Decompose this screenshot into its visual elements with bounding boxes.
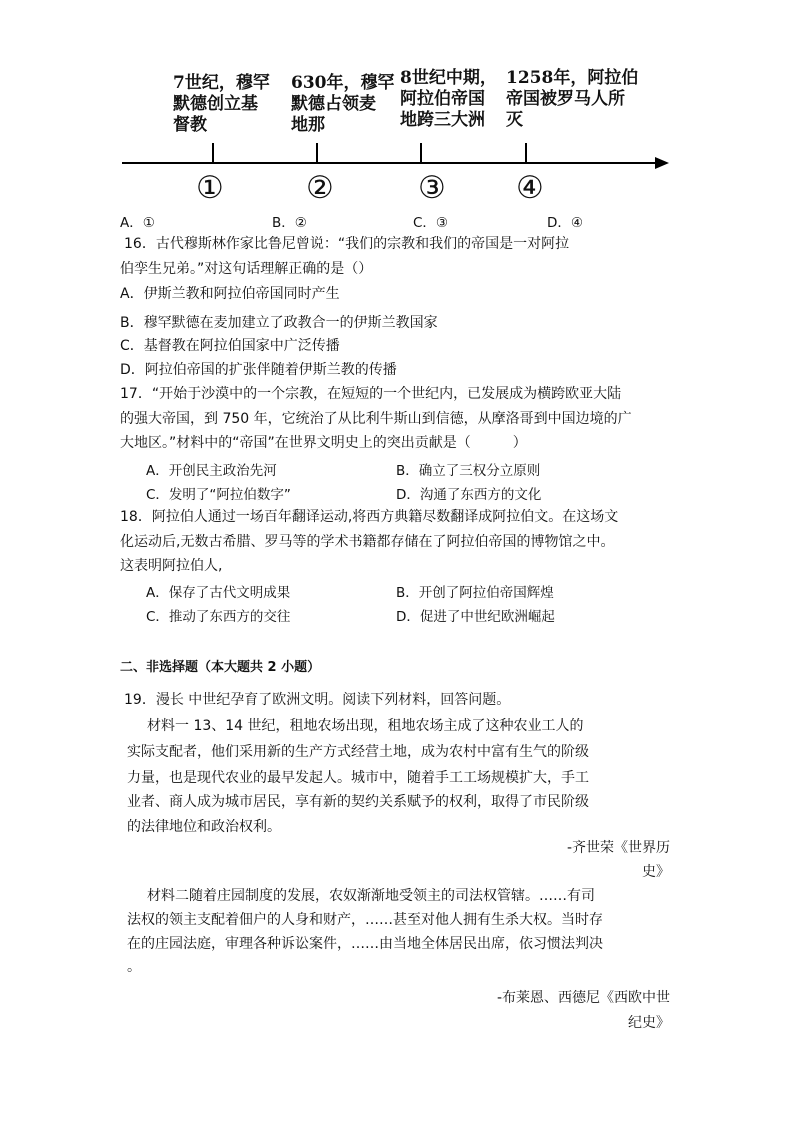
option-d[interactable]: D．④ [547, 215, 583, 231]
timeline-event-label: 630年，穆罕 默德占领麦 地那 [291, 73, 395, 135]
material-line: 。 [127, 959, 141, 975]
material-line: 实际支配者，他们采用新的生产方式经营土地，成为农村中富有生气的阶级 [127, 744, 589, 760]
timeline-event-label: 7世纪，穆罕 默德创立基 督教 [173, 73, 270, 135]
timeline-axis [0, 0, 793, 210]
material-source: 史》 [642, 864, 670, 880]
q17-option-c[interactable]: C．发明了“阿拉伯数字” [146, 487, 291, 503]
material-source: -布莱恩、西德尼《西欧中世 [496, 990, 670, 1006]
option-b[interactable]: B．② [272, 215, 307, 231]
q16-stem: 16．古代穆斯林作家比鲁尼曾说：“我们的宗教和我们的帝国是一对阿拉 [124, 236, 570, 252]
q17-option-a[interactable]: A．开创民主政治先河 [146, 463, 277, 479]
option-c[interactable]: C．③ [413, 215, 449, 231]
material-source: -齐世荣《世界历 [566, 840, 670, 856]
timeline-event-label: 8世纪中期， 阿拉伯帝国 地跨三大洲 [400, 68, 497, 130]
q17-stem: 大地区。”材料中的“帝国”在世界文明史上的突出贡献是（ ） [120, 435, 527, 451]
material-line: 材料一 13、14 世纪，租地农场出现，租地农场主成了这种农业工人的 [147, 718, 584, 734]
q17-option-d[interactable]: D．沟通了东西方的文化 [396, 487, 542, 503]
q18-option-c[interactable]: C．推动了东西方的交往 [146, 609, 291, 625]
material-line: 业者、商人成为城市居民，享有新的契约关系赋予的权利，取得了市民阶级 [127, 794, 589, 810]
timeline-marker: ③ [418, 170, 446, 206]
timeline-marker: ④ [516, 170, 544, 206]
q16-option-c[interactable]: C．基督教在阿拉伯国家中广泛传播 [120, 338, 340, 354]
q16-option-a[interactable]: A．伊斯兰教和阿拉伯帝国同时产生 [120, 286, 340, 302]
material-line: 的法律地位和政治权利。 [127, 819, 281, 835]
q19-intro: 19．漫长 中世纪孕育了欧洲文明。阅读下列材料，回答问题。 [124, 692, 511, 708]
timeline-marker: ② [306, 170, 334, 206]
material-line: 在的庄园法庭，审理各种诉讼案件，……由当地全体居民出席，依习惯法判决 [127, 936, 603, 952]
q18-option-d[interactable]: D．促进了中世纪欧洲崛起 [396, 609, 555, 625]
q18-option-b[interactable]: B．开创了阿拉伯帝国辉煌 [396, 585, 554, 601]
q16-option-d[interactable]: D．阿拉伯帝国的扩张伴随着伊斯兰教的传播 [120, 362, 397, 378]
q17-stem: 17．“开始于沙漠中的一个宗教，在短短的一个世纪内，已发展成为横跨欧亚大陆 [120, 386, 622, 402]
q18-stem: 化运动后,无数古希腊、罗马等的学术书籍都存储在了阿拉伯帝国的博物馆之中。 [120, 534, 615, 550]
q16-stem: 伯孪生兄弟。”对这句话理解正确的是（） [120, 261, 373, 277]
timeline-marker: ① [196, 170, 224, 206]
q17-option-b[interactable]: B．确立了三权分立原则 [396, 463, 541, 479]
q18-stem: 这表明阿拉伯人, [120, 558, 223, 574]
material-line: 力量，也是现代农业的最早发起人。城市中，随着手工工场规模扩大，手工 [127, 770, 589, 786]
material-source: 纪史》 [628, 1015, 670, 1031]
q18-option-a[interactable]: A．保存了古代文明成果 [146, 585, 291, 601]
option-a[interactable]: A．① [120, 215, 155, 231]
q18-stem: 18．阿拉伯人通过一场百年翻译运动,将西方典籍尽数翻译成阿拉伯文。在这场文 [120, 509, 619, 525]
q16-option-b[interactable]: B．穆罕默德在麦加建立了政教合一的伊斯兰教国家 [120, 315, 438, 331]
timeline-event-label: 1258年，阿拉伯 帝国被罗马人所 灭 [506, 68, 639, 130]
material-line: 法权的领主支配着佃户的人身和财产，……甚至对他人拥有生杀大权。当时存 [127, 912, 603, 928]
section-heading: 二、非选择题（本大题共 2 小题） [120, 660, 321, 675]
material-line: 材料二随着庄园制度的发展，农奴渐渐地受领主的司法权管辖。……有司 [147, 888, 595, 904]
q17-stem: 的强大帝国，到 750 年，它统治了从比利牛斯山到信德，从摩洛哥到中国边境的广 [120, 411, 632, 427]
